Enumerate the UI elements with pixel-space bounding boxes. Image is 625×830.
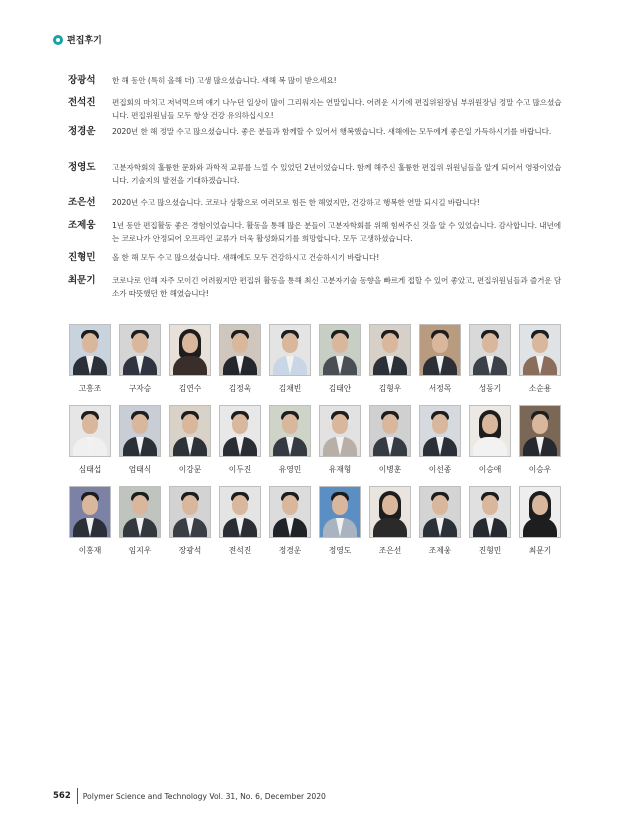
editor-card <box>319 486 361 556</box>
editor-portrait <box>419 324 461 376</box>
editor-name: 유영민 <box>278 465 302 474</box>
comment-text: 2020년 수고 많으셨습니다. 코로나 상황으로 여러모로 힘든 한 해였지만, 건강하고 행복한 연말 되시길 바랍니다! <box>112 198 480 207</box>
comment-author: 최문기 <box>68 275 96 286</box>
photo-row <box>69 324 561 394</box>
editor-portrait <box>269 324 311 376</box>
editor-name: 조제웅 <box>428 546 452 555</box>
editor-portrait <box>369 324 411 376</box>
editor-portrait <box>219 486 261 538</box>
editor-portrait <box>269 405 311 457</box>
editor-card <box>369 486 411 556</box>
editor-card <box>169 324 211 394</box>
editor-portrait <box>269 486 311 538</box>
comment-text: 올 한 해 모두 수고 많으셨습니다. 새해에도 모두 건강하시고 건승하시기 바랍니다! <box>112 253 380 262</box>
comment-text: 2020년 한 해 정말 수고 많으셨습니다. 좋은 분들과 함께할 수 있어서 행복했습니다. 새해에는 모두에게 좋은일 가득하시기를 바랍니다. <box>112 127 552 136</box>
editor-card <box>119 324 161 394</box>
editor-card <box>169 405 211 475</box>
editor-name: 엄태식 <box>128 465 152 474</box>
editor-card <box>119 486 161 556</box>
photo-row <box>69 405 561 475</box>
comment-author: 조제웅 <box>68 220 96 231</box>
editor-portrait <box>69 324 111 376</box>
editor-portrait <box>369 486 411 538</box>
comment-entry <box>68 74 564 87</box>
comment-entry <box>68 251 564 264</box>
editor-card <box>519 324 561 394</box>
editor-name: 성동기 <box>478 384 502 393</box>
editor-card <box>369 324 411 394</box>
editor-name: 김정욱 <box>228 384 252 393</box>
editor-portrait <box>419 486 461 538</box>
editor-name: 이두진 <box>228 465 252 474</box>
editor-card <box>69 486 111 556</box>
editor-card <box>519 486 561 556</box>
editor-name: 이승우 <box>528 465 552 474</box>
editor-card <box>469 405 511 475</box>
editor-card <box>69 405 111 475</box>
editor-portrait <box>319 486 361 538</box>
editor-portrait <box>519 405 561 457</box>
editor-card <box>319 324 361 394</box>
editor-card <box>419 324 461 394</box>
section-title: 편집후기 <box>67 36 102 46</box>
editor-card <box>69 324 111 394</box>
page-number: 562 <box>53 791 71 801</box>
editor-portrait <box>419 405 461 457</box>
comment-author: 정경운 <box>68 126 96 137</box>
editor-name: 구자승 <box>128 384 152 393</box>
editor-card <box>119 405 161 475</box>
editor-portrait <box>469 324 511 376</box>
editor-photo-grid <box>69 324 561 567</box>
editor-portrait <box>469 405 511 457</box>
footer-divider <box>77 788 78 804</box>
editor-name: 김형우 <box>378 384 402 393</box>
comment-text: 1년 동안 편집활동 좋은 경험이었습니다. 활동을 통해 많은 분들이 고분자학회를 위해 힘써주신 것을 알 수 있었습니다. 감사합니다. 내년에는 코로나가 안정되어 오프라인 교류가 더욱 활성화되기를 희망합니다. 모두 고생하셨습니다. <box>112 221 561 243</box>
page-footer <box>53 788 326 804</box>
editor-name: 이승애 <box>478 465 502 474</box>
photo-row <box>69 486 561 556</box>
editor-portrait <box>169 324 211 376</box>
editor-card <box>469 324 511 394</box>
circle-bullet-icon <box>53 35 63 45</box>
editor-name: 이홍재 <box>78 546 102 555</box>
editor-portrait <box>119 405 161 457</box>
editor-card <box>219 486 261 556</box>
editor-name: 조은선 <box>378 546 402 555</box>
editor-portrait <box>169 405 211 457</box>
editor-card <box>419 486 461 556</box>
comment-author: 조은선 <box>68 197 96 208</box>
editor-card <box>219 324 261 394</box>
comment-text: 편집회의 마치고 저녁먹으며 얘기 나누던 일상이 많이 그리워지는 연말입니다. 어려운 시기에 편집위원장님 부위원장님 정말 수고 많으셨습니다. 편집위원님들 모두 항상 건강 유의하십시오! <box>112 98 562 120</box>
editor-card <box>469 486 511 556</box>
comment-entry <box>68 274 564 300</box>
editor-card <box>419 405 461 475</box>
editor-name: 진형민 <box>478 546 502 555</box>
comment-entry <box>68 96 564 122</box>
editor-name: 김태안 <box>328 384 352 393</box>
editor-portrait <box>319 405 361 457</box>
editor-name: 장광석 <box>178 546 202 555</box>
editor-portrait <box>169 486 211 538</box>
editor-name: 정경운 <box>278 546 302 555</box>
editor-card <box>319 405 361 475</box>
editor-name: 임지우 <box>128 546 152 555</box>
editor-portrait <box>119 486 161 538</box>
editor-name: 김연수 <box>178 384 202 393</box>
comment-author: 진형민 <box>68 252 96 263</box>
editor-name: 유재형 <box>328 465 352 474</box>
comment-author: 장광석 <box>68 75 96 86</box>
comment-author: 전석진 <box>68 97 96 108</box>
editor-name: 이강문 <box>178 465 202 474</box>
comment-entry <box>68 196 564 209</box>
editor-card <box>269 486 311 556</box>
section-header <box>53 33 102 46</box>
editor-name: 심태섭 <box>78 465 102 474</box>
editor-portrait <box>469 486 511 538</box>
editor-card <box>219 405 261 475</box>
editor-portrait <box>519 324 561 376</box>
editor-name: 이병훈 <box>378 465 402 474</box>
comment-text: 한 해 동안 (특히 올해 더) 고생 많으셨습니다. 새해 복 많이 받으세요! <box>112 76 337 85</box>
editor-name: 고흥조 <box>78 384 102 393</box>
comment-entry <box>68 219 564 245</box>
editor-portrait <box>319 324 361 376</box>
editor-portrait <box>219 405 261 457</box>
editor-name: 서정목 <box>428 384 452 393</box>
editor-name: 이선종 <box>428 465 452 474</box>
editor-name: 김채빈 <box>278 384 302 393</box>
comment-text: 코로나로 인해 자주 모이긴 어려웠지만 편집위 활동을 통해 최신 고분자기술 동향을 빠르게 접할 수 있어 좋았고, 편집위원님들과 즐거운 담소가 따뜻했던 한 해였습니다! <box>112 276 562 298</box>
editor-portrait <box>119 324 161 376</box>
editor-portrait <box>69 486 111 538</box>
comment-entry <box>68 161 564 187</box>
editor-card <box>519 405 561 475</box>
editor-card <box>269 324 311 394</box>
journal-citation: Polymer Science and Technology Vol. 31, No. 6, December 2020 <box>82 791 326 801</box>
editor-card <box>169 486 211 556</box>
comment-text: 고분자학회의 훌륭한 문화와 과학적 교류를 느낄 수 있었던 2년이었습니다. 함께 해주신 훌륭한 편집위 위원님들을 알게 되어서 영광이었습니다. 기술지의 발전을 기대하겠습니다. <box>112 163 562 185</box>
editor-name: 전석진 <box>228 546 252 555</box>
editor-portrait <box>69 405 111 457</box>
editor-card <box>369 405 411 475</box>
editor-name: 소순용 <box>528 384 552 393</box>
editor-portrait <box>369 405 411 457</box>
comment-author: 정영도 <box>68 162 96 173</box>
editor-portrait <box>219 324 261 376</box>
editor-name: 정영도 <box>328 546 352 555</box>
editor-portrait <box>519 486 561 538</box>
editor-name: 최문기 <box>528 546 552 555</box>
comment-entry <box>68 125 564 138</box>
editor-card <box>269 405 311 475</box>
